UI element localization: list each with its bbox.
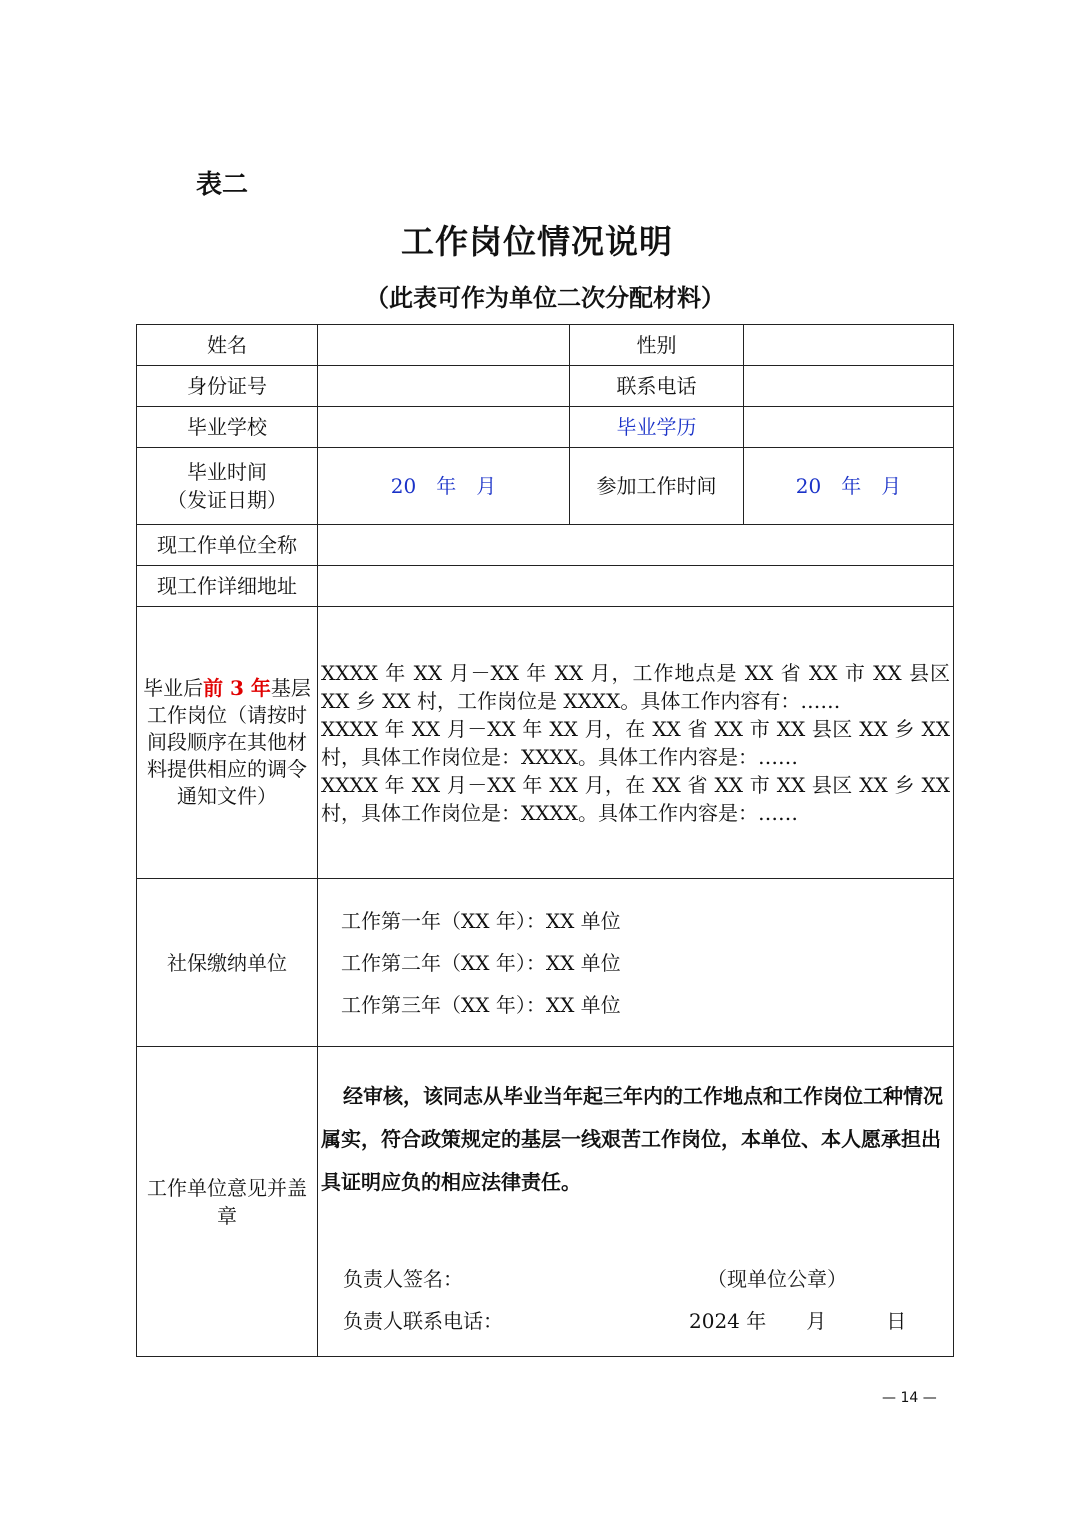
social-label: 社保缴纳单位 <box>137 879 318 1047</box>
address-field[interactable] <box>318 566 954 607</box>
table-row <box>137 879 954 1047</box>
opinion-statement: 经审核，该同志从毕业当年起三年内的工作地点和工作岗位工种情况属实，符合政策规定的基层一线艰苦工作岗位，本单位、本人愿承担出具证明应负的相应法律责任。 <box>321 1084 943 1194</box>
school-field[interactable] <box>318 407 570 448</box>
grad-time-label: 毕业时间 <box>187 460 267 484</box>
signer-phone-label: 负责人联系电话： <box>343 1309 503 1333</box>
opinion-field[interactable] <box>318 1047 954 1357</box>
id-number-label: 身份证号 <box>137 366 318 407</box>
page-title: 工作岗位情况说明 <box>401 222 673 261</box>
posts-label <box>137 607 318 879</box>
social-entry: 工作第三年（XX 年）：XX 单位 <box>341 992 621 1017</box>
gender-field[interactable] <box>744 325 954 366</box>
grad-time-label-cell <box>137 448 318 525</box>
page-subtitle: （此表可作为单位二次分配材料） <box>365 284 725 312</box>
work-start-field[interactable]: 20 年 月 <box>744 448 954 525</box>
address-label: 现工作详细地址 <box>137 566 318 607</box>
table-row <box>137 1047 954 1357</box>
id-number-field[interactable] <box>318 366 570 407</box>
info-form-table <box>136 324 954 1357</box>
posts-field[interactable] <box>318 607 954 879</box>
degree-field[interactable] <box>744 407 954 448</box>
phone-field[interactable] <box>744 366 954 407</box>
table-label: 表二 <box>196 170 249 200</box>
signature-row <box>321 1258 950 1300</box>
opinion-label: 工作单位意见并盖章 <box>137 1047 318 1357</box>
grad-time-sublabel: （发证日期） <box>167 488 287 512</box>
gender-label: 性别 <box>570 325 744 366</box>
social-entry: 工作第二年（XX 年）：XX 单位 <box>341 950 621 975</box>
seal-label: （现单位公章） <box>707 1267 847 1291</box>
page-number: — 14 — <box>882 1390 937 1406</box>
posts-label-highlight: 前 3 年 <box>203 676 271 700</box>
table-row <box>137 566 954 607</box>
employer-field[interactable] <box>318 525 954 566</box>
signer-label: 负责人签名： <box>343 1267 463 1291</box>
sign-date: 2024 年 月 日 <box>689 1309 907 1333</box>
social-entry: 工作第一年（XX 年）：XX 单位 <box>341 908 621 933</box>
table-row <box>137 325 954 366</box>
name-field[interactable] <box>318 325 570 366</box>
post-entry: XXXX 年 XX 月－XX 年 XX 月，工作地点是 XX 省 XX 市 XX 县区 XX 乡 XX 村，工作岗位是 XXXX。具体工作内容有：…… <box>321 660 950 713</box>
post-entry: XXXX 年 XX 月－XX 年 XX 月，在 XX 省 XX 市 XX 县区 XX 乡 XX 村，具体工作岗位是：XXXX。具体工作内容是：…… <box>321 772 950 825</box>
post-entry: XXXX 年 XX 月－XX 年 XX 月，在 XX 省 XX 市 XX 县区 XX 乡 XX 村，具体工作岗位是：XXXX。具体工作内容是：…… <box>321 716 950 769</box>
employer-label: 现工作单位全称 <box>137 525 318 566</box>
posts-label-prefix: 毕业后 <box>143 676 204 700</box>
school-label: 毕业学校 <box>137 407 318 448</box>
work-start-label: 参加工作时间 <box>570 448 744 525</box>
table-row <box>137 407 954 448</box>
table-row <box>137 607 954 879</box>
degree-label: 毕业学历 <box>570 407 744 448</box>
table-row <box>137 366 954 407</box>
name-label: 姓名 <box>137 325 318 366</box>
signer-phone-row <box>321 1300 950 1342</box>
posts-label-rest: 基层工作岗位（请按时间段顺序在其他材料提供相应的调令通知文件） <box>147 676 311 808</box>
social-field[interactable] <box>318 879 954 1047</box>
grad-time-field[interactable]: 20 年 月 <box>318 448 570 525</box>
table-row <box>137 525 954 566</box>
table-row <box>137 448 954 525</box>
phone-label: 联系电话 <box>570 366 744 407</box>
